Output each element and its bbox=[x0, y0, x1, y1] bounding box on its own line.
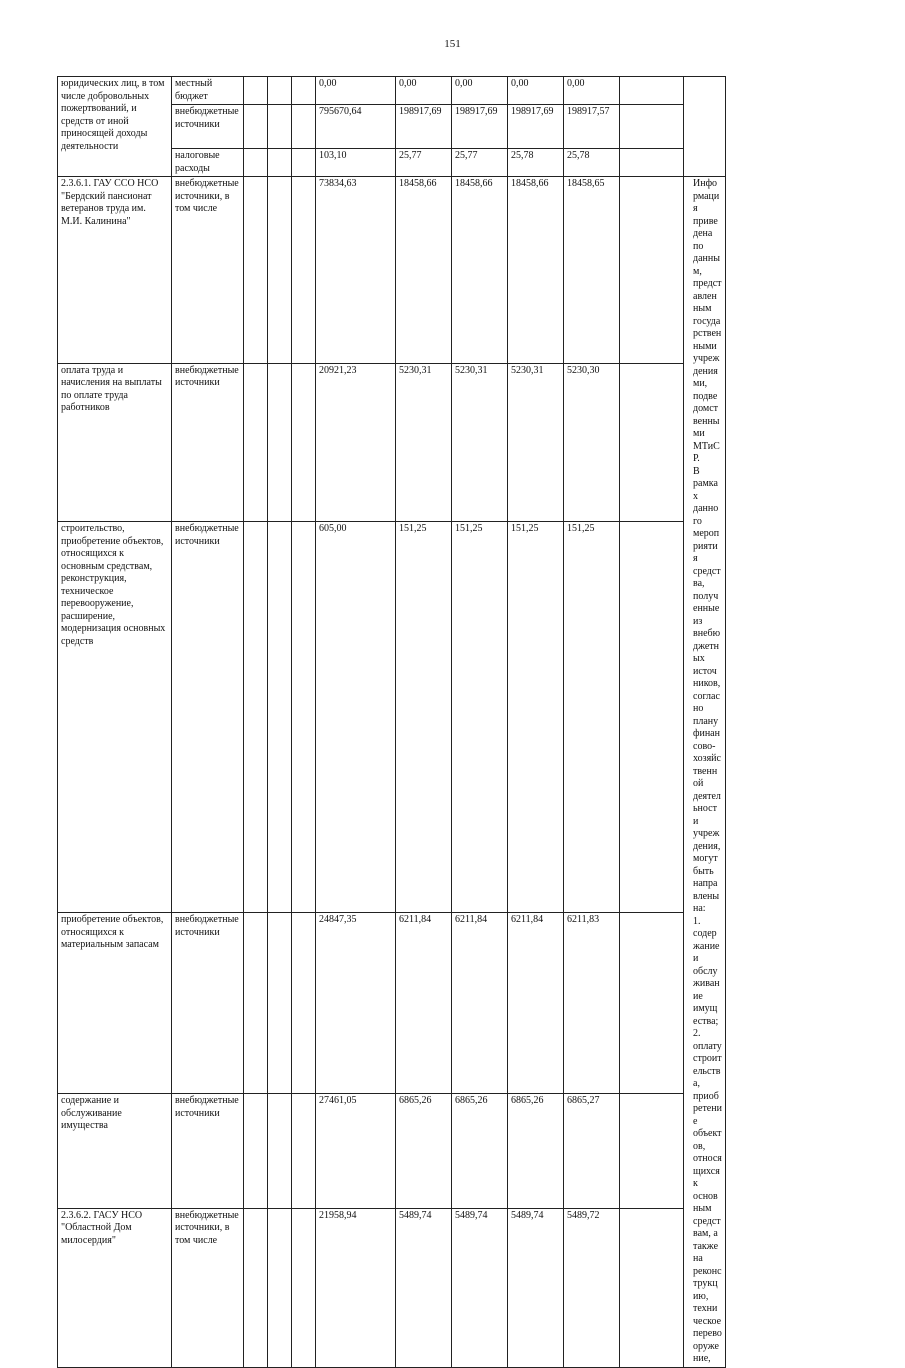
value-cell: 795670,64 bbox=[316, 105, 396, 149]
funding-source-cell: внебюджетные источники, в том числе bbox=[172, 1208, 244, 1367]
value-cell: 6211,84 bbox=[508, 913, 564, 1094]
value-cell: 0,00 bbox=[316, 77, 396, 105]
value-cell: 18458,66 bbox=[452, 177, 508, 364]
value-cell: 0,00 bbox=[564, 77, 620, 105]
value-cell: 0,00 bbox=[452, 77, 508, 105]
value-cell: 20921,23 bbox=[316, 363, 396, 522]
value-cell: 151,25 bbox=[564, 522, 620, 913]
value-cell: 6211,84 bbox=[396, 913, 452, 1094]
funding-source-cell: внебюджетные источники, в том числе bbox=[172, 177, 244, 364]
value-cell: 25,77 bbox=[396, 149, 452, 177]
value-cell: 5230,31 bbox=[452, 363, 508, 522]
value-cell: 6211,84 bbox=[452, 913, 508, 1094]
value-cell: 198917,69 bbox=[396, 105, 452, 149]
value-cell: 5489,74 bbox=[508, 1208, 564, 1367]
value-cell: 5489,72 bbox=[564, 1208, 620, 1367]
funding-source-cell: внебюджетные источники bbox=[172, 1094, 244, 1209]
table-row bbox=[58, 177, 863, 364]
value-cell: 198917,69 bbox=[452, 105, 508, 149]
table-row bbox=[58, 913, 863, 1094]
value-cell: 198917,57 bbox=[564, 105, 620, 149]
page-number: 151 bbox=[444, 38, 461, 50]
funding-source-cell: внебюджетные источники bbox=[172, 522, 244, 913]
table-row bbox=[58, 522, 863, 913]
measure-name-cell: 2.3.6.2. ГАСУ НСО "Областной Дом милосердия" bbox=[58, 1208, 172, 1367]
value-cell: 25,78 bbox=[564, 149, 620, 177]
value-cell: 6865,26 bbox=[508, 1094, 564, 1209]
table-row bbox=[58, 363, 863, 522]
budget-table bbox=[57, 76, 863, 1368]
value-cell: 5230,31 bbox=[396, 363, 452, 522]
funding-source-cell: внебюджетные источники bbox=[172, 363, 244, 522]
value-cell: 5489,74 bbox=[452, 1208, 508, 1367]
value-cell: 5489,74 bbox=[396, 1208, 452, 1367]
note-text: Информация приведена по данным, представленным государственными учреждениями, подведомственными МТиСР. В рамках данного мероприятия средства, полученные из внебюджетных источников, согласно плану финансово-хозяйственной деятельности учреждения, могут быть направлены на: 1. содержание и обслуживание имущества; 2. оплату строительства, приобретение объектов, относящихся к основным средствам, а также на реконструкцию, техническое перевооружение, bbox=[693, 178, 722, 1364]
value-cell: 18458,65 bbox=[564, 177, 620, 364]
table-row bbox=[58, 77, 863, 105]
value-cell: 0,00 bbox=[508, 77, 564, 105]
value-cell: 151,25 bbox=[508, 522, 564, 913]
value-cell: 103,10 bbox=[316, 149, 396, 177]
table-row bbox=[58, 149, 863, 177]
value-cell: 0,00 bbox=[396, 77, 452, 105]
measure-name-cell: строительство, приобретение объектов, относящихся к основным средствам, реконструкция, техническое перевооружение, расширение, модернизация основных средств bbox=[58, 522, 172, 913]
table-row bbox=[58, 1208, 863, 1367]
value-cell: 151,25 bbox=[452, 522, 508, 913]
note-cell bbox=[684, 177, 726, 1368]
value-cell: 6865,27 bbox=[564, 1094, 620, 1209]
value-cell: 25,77 bbox=[452, 149, 508, 177]
value-cell: 605,00 bbox=[316, 522, 396, 913]
measure-name-cell: оплата труда и начисления на выплаты по оплате труда работников bbox=[58, 363, 172, 522]
value-cell: 151,25 bbox=[396, 522, 452, 913]
measure-name-cell: юридических лиц, в том числе добровольных пожертвований, и средств от иной приносящей доходы деятельности bbox=[58, 77, 172, 177]
value-cell: 5230,30 bbox=[564, 363, 620, 522]
value-cell: 198917,69 bbox=[508, 105, 564, 149]
table-row bbox=[58, 105, 863, 149]
value-cell: 18458,66 bbox=[396, 177, 452, 364]
value-cell: 6211,83 bbox=[564, 913, 620, 1094]
value-cell: 18458,66 bbox=[508, 177, 564, 364]
value-cell: 73834,63 bbox=[316, 177, 396, 364]
value-cell: 24847,35 bbox=[316, 913, 396, 1094]
funding-source-cell: внебюджетные источники bbox=[172, 913, 244, 1094]
measure-name-cell: 2.3.6.1. ГАУ ССО НСО "Бердский пансионат ветеранов труда им. М.И. Калинина" bbox=[58, 177, 172, 364]
funding-source-cell: местный бюджет bbox=[172, 77, 244, 105]
table-row bbox=[58, 1094, 863, 1209]
value-cell: 21958,94 bbox=[316, 1208, 396, 1367]
funding-source-cell: внебюджетные источники bbox=[172, 105, 244, 149]
value-cell: 6865,26 bbox=[396, 1094, 452, 1209]
value-cell: 27461,05 bbox=[316, 1094, 396, 1209]
funding-source-cell: налоговые расходы bbox=[172, 149, 244, 177]
measure-name-cell: приобретение объектов, относящихся к материальным запасам bbox=[58, 913, 172, 1094]
measure-name-cell: содержание и обслуживание имущества bbox=[58, 1094, 172, 1209]
value-cell: 25,78 bbox=[508, 149, 564, 177]
value-cell: 5230,31 bbox=[508, 363, 564, 522]
value-cell: 6865,26 bbox=[452, 1094, 508, 1209]
